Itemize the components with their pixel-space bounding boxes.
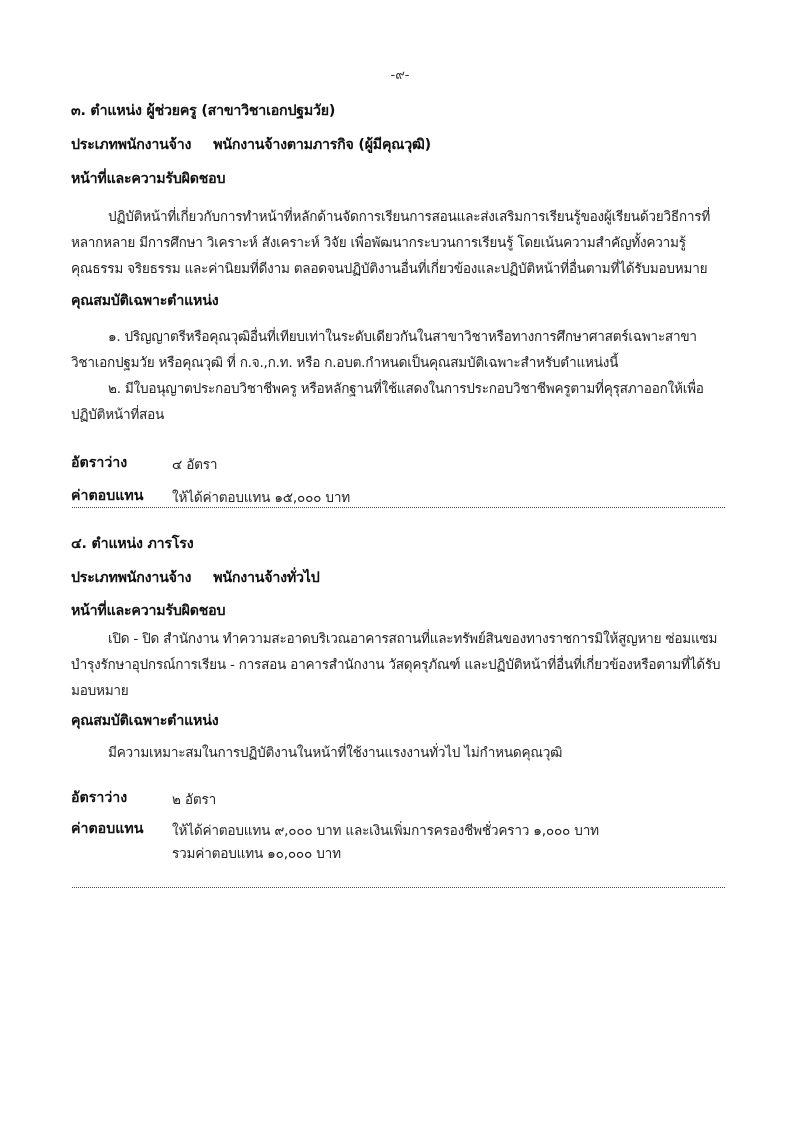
employee-type-value: พนักงานจ้างตามภารกิจ (ผู้มีคุณวุฒิ) xyxy=(213,137,431,153)
employee-type-label: ประเภทพนักงานจ้าง xyxy=(71,137,192,153)
section-4-compensation-line-1: ให้ได้ค่าตอบแทน ๙,๐๐๐ บาท และเงินเพิ่มการครองชีพชั่วคราว ๑,๐๐๐ บาท xyxy=(172,823,599,839)
section-divider xyxy=(72,507,725,508)
section-3-qualification-line-1: ๑. ปริญญาตรีหรือคุณวุฒิอื่นที่เทียบเท่าในระดับเดียวกันในสาขาวิชาหรือทางการศึกษาศาสตร์เฉพาะสาขา xyxy=(108,329,697,345)
employee-type-label: ประเภทพนักงานจ้าง xyxy=(71,570,192,586)
section-4-employee-type xyxy=(71,567,320,589)
section-3-employee-type xyxy=(71,134,431,156)
section-4-title: ๔. ตำแหน่ง ภารโรง xyxy=(71,536,194,552)
section-4-duties-line-1: เปิด - ปิด สำนักงาน ทำความสะอาดบริเวณอาคารสถานที่และทรัพย์สินของทางราชการมิให้สูญหาย ซ่อมแซม xyxy=(108,631,718,647)
page-number: -๙- xyxy=(390,68,410,83)
section-4-duties-heading: หน้าที่และความรับผิดชอบ xyxy=(71,603,226,619)
section-3-qualification-line-2: วิชาเอกปฐมวัย หรือคุณวุฒิ ที่ ก.จ.,ก.ท. หรือ ก.อบต.กำหนดเป็นคุณสมบัติเฉพาะสำหรับตำแหน่งนี้ xyxy=(71,355,619,371)
section-4-compensation-label: ค่าตอบแทน xyxy=(71,821,144,837)
section-3-compensation-label: ค่าตอบแทน xyxy=(71,488,144,504)
section-3-title: ๓. ตำแหน่ง ผู้ช่วยครู (สาขาวิชาเอกปฐมวัย) xyxy=(71,103,336,119)
section-4-qualifications-heading: คุณสมบัติเฉพาะตำแหน่ง xyxy=(71,713,219,729)
section-3-duties-line-2: หลากหลาย มีการศึกษา วิเคราะห์ สังเคราะห์ วิจัย เพื่อพัฒนากระบวนการเรียนรู้ โดยเน้นความสำคัญทั้งความรู้ xyxy=(71,235,686,251)
employee-type-value: พนักงานจ้างทั่วไป xyxy=(213,570,320,586)
section-4-duties-line-2: บำรุงรักษาอุปกรณ์การเรียน - การสอน อาคารสำนักงาน วัสดุครุภัณฑ์ และปฏิบัติหน้าที่อื่นที่เกี่ยวข้องหรือตามที่ได้รับ xyxy=(71,657,721,673)
section-3-duties-line-3: คุณธรรม จริยธรรม และค่านิยมที่ดีงาม ตลอดจนปฏิบัติงานอื่นที่เกี่ยวข้องและปฏิบัติหน้าที่อื่นตามที่ได้รับมอบหมาย xyxy=(71,261,708,277)
section-3-compensation-value: ให้ได้ค่าตอบแทน ๑๕,๐๐๐ บาท xyxy=(172,490,351,506)
section-3-duties-heading: หน้าที่และความรับผิดชอบ xyxy=(71,171,226,187)
section-divider xyxy=(72,887,725,888)
section-4-duties-line-3: มอบหมาย xyxy=(71,683,129,699)
section-4-vacancy-value: ๒ อัตรา xyxy=(172,792,217,808)
section-3-qualifications-heading: คุณสมบัติเฉพาะตำแหน่ง xyxy=(71,293,219,309)
section-4-vacancy-label: อัตราว่าง xyxy=(71,790,128,806)
section-3-qualification-line-3: ๒. มีใบอนุญาตประกอบวิชาชีพครู หรือหลักฐานที่ใช้แสดงในการประกอบวิชาชีพครูตามที่คุรุสภาออกให้เพื่อ xyxy=(108,381,704,397)
section-4-qualification-line-1: มีความเหมาะสมในการปฏิบัติงานในหน้าที่ใช้งานแรงงานทั่วไป ไม่กำหนดคุณวุฒิ xyxy=(108,745,563,761)
section-3-qualification-line-4: ปฏิบัติหน้าที่สอน xyxy=(71,407,165,423)
section-3-duties-line-1: ปฏิบัติหน้าที่เกี่ยวกับการทำหน้าที่หลักด้านจัดการเรียนการสอนและส่งเสริมการเรียนรู้ของผู้เรียนด้วยวิธีการที่ xyxy=(108,209,711,225)
section-3-vacancy-value: ๔ อัตรา xyxy=(172,457,218,473)
section-3-vacancy-label: อัตราว่าง xyxy=(71,455,128,471)
section-4-compensation-line-2: รวมค่าตอบแทน ๑๐,๐๐๐ บาท xyxy=(172,846,341,862)
